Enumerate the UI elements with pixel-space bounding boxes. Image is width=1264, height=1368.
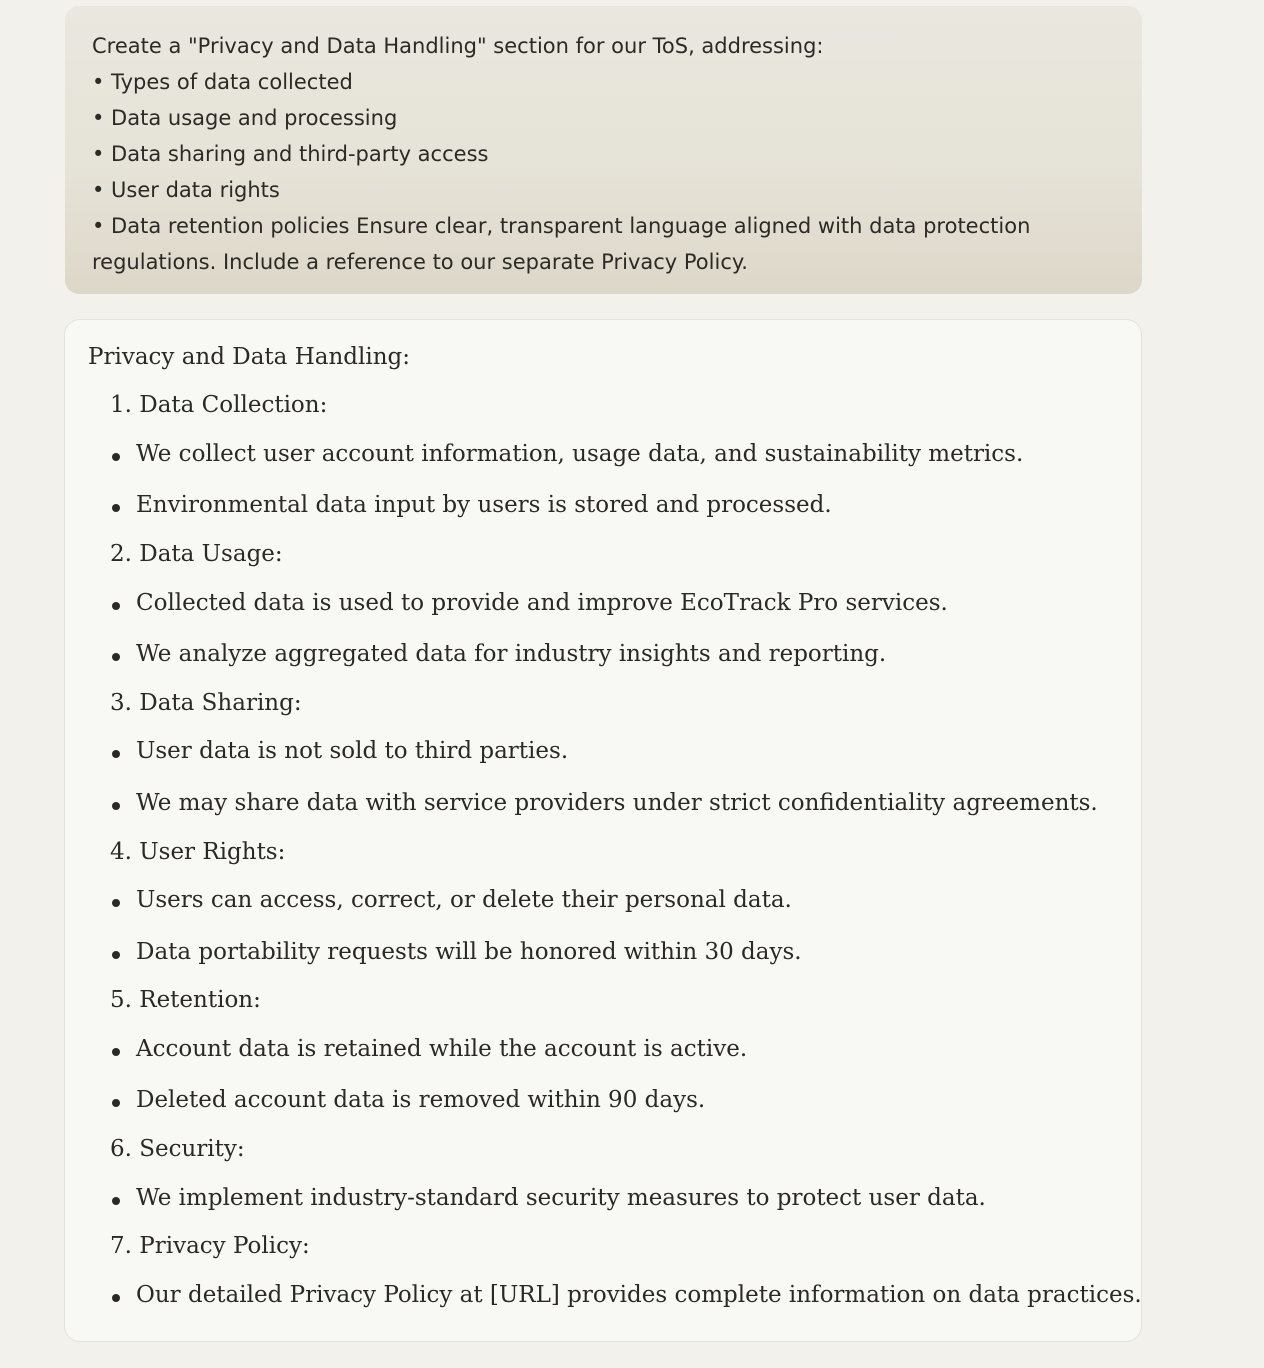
section-heading: 6. Security: <box>110 1136 245 1162</box>
list-item-text: Data portability requests will be honored within 30 days. <box>136 939 802 965</box>
list-item-text: Deleted account data is removed within 90 days. <box>136 1087 706 1113</box>
prompt-line: • Data retention policies Ensure clear, transparent language aligned with data protection <box>92 214 1031 238</box>
section-heading: 7. Privacy Policy: <box>110 1233 310 1259</box>
prompt-line: Create a "Privacy and Data Handling" section for our ToS, addressing: <box>92 34 824 58</box>
section-heading: 5. Retention: <box>110 987 261 1013</box>
bullet-icon <box>112 453 120 461</box>
bullet-icon <box>112 951 120 959</box>
list-item-text: Users can access, correct, or delete their personal data. <box>136 887 792 913</box>
bullet-icon <box>112 750 120 758</box>
list-item-text: Collected data is used to provide and improve EcoTrack Pro services. <box>136 590 948 616</box>
user-message-bubble <box>65 6 1142 294</box>
bullet-icon <box>112 504 120 512</box>
prompt-line: • User data rights <box>92 178 280 202</box>
section-heading: 4. User Rights: <box>110 839 286 865</box>
bullet-icon <box>112 1197 120 1205</box>
list-item-text: Environmental data input by users is stored and processed. <box>136 492 832 518</box>
section-heading: 3. Data Sharing: <box>110 690 302 716</box>
list-item-text: Account data is retained while the account is active. <box>136 1036 748 1062</box>
section-heading: 1. Data Collection: <box>110 392 328 418</box>
bullet-icon <box>112 899 120 907</box>
list-item-text: Our detailed Privacy Policy at [URL] provides complete information on data practices. <box>136 1282 1142 1308</box>
prompt-line: regulations. Include a reference to our separate Privacy Policy. <box>92 250 748 274</box>
prompt-line: • Data usage and processing <box>92 106 398 130</box>
bullet-icon <box>112 1048 120 1056</box>
bullet-icon <box>112 602 120 610</box>
list-item-text: We analyze aggregated data for industry insights and reporting. <box>136 641 887 667</box>
assistant-response-card <box>64 319 1142 1342</box>
bullet-icon <box>112 1099 120 1107</box>
bullet-icon <box>112 653 120 661</box>
bullet-icon <box>112 802 120 810</box>
list-item-text: We implement industry-standard security measures to protect user data. <box>136 1185 986 1211</box>
response-title: Privacy and Data Handling: <box>88 344 410 370</box>
section-heading: 2. Data Usage: <box>110 541 283 567</box>
bullet-icon <box>112 1294 120 1302</box>
prompt-line: • Data sharing and third-party access <box>92 142 489 166</box>
list-item-text: We collect user account information, usage data, and sustainability metrics. <box>136 441 1024 467</box>
list-item-text: We may share data with service providers under strict confidentiality agreements. <box>136 790 1098 816</box>
prompt-line: • Types of data collected <box>92 70 353 94</box>
list-item-text: User data is not sold to third parties. <box>136 738 569 764</box>
